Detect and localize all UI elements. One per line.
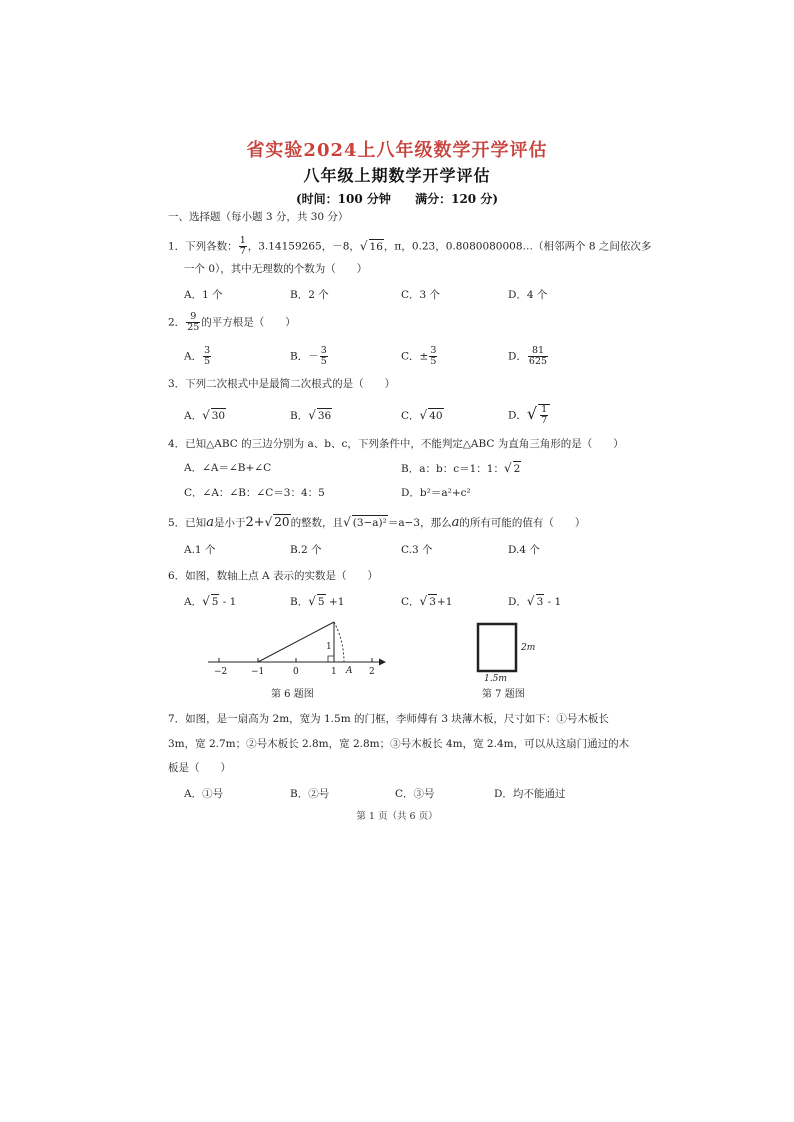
compass-arc <box>334 622 344 662</box>
door-rect <box>478 624 516 671</box>
page-title: 八年级上期数学开学评估 <box>303 166 491 185</box>
figure-7-door-frame <box>470 618 540 684</box>
point-a-label: A <box>346 666 353 676</box>
question-4-stem: 4．已知△ABC 的三边分别为 a、b、c，下列条件中，不能判定△ABC 为直角三角形的是（ ） <box>168 438 624 450</box>
question-4-option-a[interactable]: A．∠A＝∠B+∠C <box>184 462 272 474</box>
question-5-option-b[interactable]: B.2 个 <box>290 544 322 556</box>
question-2-option-b[interactable]: B．－ $\frac{3}{5}$ <box>290 345 327 367</box>
question-2-stem: 2． $\frac{9}{25}$ 的平方根是（ ） <box>168 311 296 333</box>
exam-info <box>0 190 794 207</box>
question-6-option-d[interactable]: D．√ 3 - 1 <box>508 594 562 608</box>
question-3-option-c[interactable]: C．√ 40 <box>401 408 443 422</box>
figure-6-caption: 第 6 题图 <box>271 689 314 700</box>
question-2-option-a[interactable]: A． $\frac{3}{5}$ <box>184 345 211 367</box>
question-3-option-b[interactable]: B．√ 36 <box>290 408 332 422</box>
fraction: $\frac{9}{25}$ <box>187 311 200 333</box>
question-4-option-b[interactable]: B．a：b：c＝1：1：√ 2 <box>401 461 521 475</box>
question-1-option-d[interactable]: D．4 个 <box>508 289 548 301</box>
question-1-stem-line2: 一个 0），其中无理数的个数为（ ） <box>184 263 368 275</box>
question-5-option-d[interactable]: D.4 个 <box>508 544 540 556</box>
axis-arrow <box>379 659 386 666</box>
right-angle-mark <box>328 656 334 662</box>
question-7-stem-line3: 板是（ ） <box>168 762 231 774</box>
tick-label: −2 <box>214 667 228 677</box>
question-2-option-c[interactable]: C．± $\frac{3}{5}$ <box>401 345 437 367</box>
tick-label: 2 <box>369 667 375 677</box>
width-label: 1.5m <box>484 674 507 684</box>
tick-label: −1 <box>251 667 265 677</box>
question-7-option-b[interactable]: B．②号 <box>290 788 330 800</box>
question-6-option-c[interactable]: C．√ 3+1 <box>401 594 453 608</box>
question-3-option-d[interactable]: D．√ $\frac{1}{7}$ <box>508 404 550 426</box>
red-title: 省实验2024上八年级数学开学评估 <box>246 140 548 161</box>
question-4-option-c[interactable]: C．∠A：∠B：∠C＝3：4：5 <box>184 487 325 499</box>
question-4-option-d[interactable]: D．b²＝a²+c² <box>401 487 471 499</box>
question-1-option-c[interactable]: C．3 个 <box>401 289 441 301</box>
question-7-option-d[interactable]: D．均不能通过 <box>494 788 566 800</box>
question-1-stem: 1．下列各数： $\frac{1}{7}$ ，3.14159265，－8，√ 16，π，0.23，0.8080080008…（相邻两个 8 之间依次多 <box>168 235 652 257</box>
figure-6-number-line <box>200 612 400 682</box>
question-6-option-a[interactable]: A．√ 5 - 1 <box>184 594 237 608</box>
exam-time: (时间：100 分钟 <box>296 192 391 206</box>
question-7-option-a[interactable]: A．①号 <box>184 788 224 800</box>
question-1-option-b[interactable]: B．2 个 <box>290 289 329 301</box>
question-7-stem-line2: 3m，宽 2.7m；②号木板长 2.8m，宽 2.8m；③号木板长 4m，宽 2.4m，可以从这扇门通过的木 <box>168 738 630 750</box>
tick-label: 1 <box>331 667 337 677</box>
question-3-option-a[interactable]: A．√ 30 <box>184 408 226 422</box>
page-footer: 第 1 页（共 6 页） <box>356 811 438 822</box>
question-7-stem: 7．如图，是一扇高为 2m，宽为 1.5m 的门框，李师傅有 3 块薄木板，尺寸如下：①号木板长 <box>168 713 609 725</box>
question-1-option-a[interactable]: A．1 个 <box>184 289 223 301</box>
question-5-option-a[interactable]: A.1 个 <box>184 544 216 556</box>
question-5-stem: 5．已知a是小于2+√ 20的整数，且√ (3−a)²＝a−3，那么a的所有可能的值有（ ） <box>168 515 586 530</box>
height-label: 1 <box>326 642 332 652</box>
tick-label: 0 <box>293 667 299 677</box>
fraction: $\frac{1}{7}$ <box>239 235 246 257</box>
exam-score: 满分：120 分) <box>415 192 498 206</box>
question-2-option-d[interactable]: D． $\frac{81}{625}$ <box>508 345 548 367</box>
question-3-stem: 3．下列二次根式中是最简二次根式的是（ ） <box>168 378 396 390</box>
question-6-option-b[interactable]: B．√ 5 +1 <box>290 594 345 608</box>
figure-7-caption: 第 7 题图 <box>482 689 525 700</box>
question-6-stem: 6．如图，数轴上点 A 表示的实数是（ ） <box>168 570 378 582</box>
hypotenuse <box>258 622 334 662</box>
height-label: 2m <box>521 643 536 653</box>
question-5-option-c[interactable]: C.3 个 <box>401 544 433 556</box>
radical-sign: √ <box>359 238 368 253</box>
section-heading: 一、选择题（每小题 3 分，共 30 分） <box>168 211 349 223</box>
question-7-option-c[interactable]: C．③号 <box>395 788 435 800</box>
